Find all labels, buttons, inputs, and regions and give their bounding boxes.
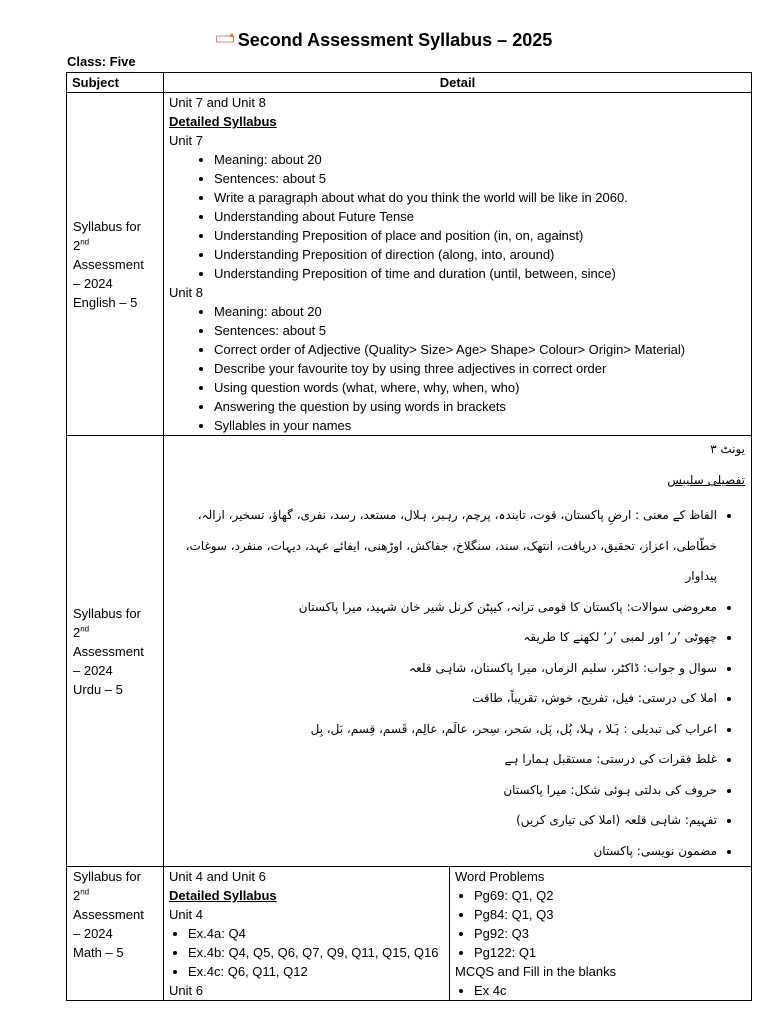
detailed-syllabus-heading: Detailed Syllabus <box>169 114 277 129</box>
detail-cell-english <box>164 93 752 436</box>
list-item: • Ex 4c <box>474 981 746 1000</box>
detail-cell-urdu <box>164 436 752 867</box>
math-left-column <box>164 867 450 1000</box>
list-item: • Ex.4c: Q6, Q11, Q12 <box>188 962 444 981</box>
subject-line: Assessment <box>73 643 144 659</box>
subject-line: – 2024 <box>73 662 113 678</box>
class-label: Class: Five <box>67 54 136 69</box>
list-item: • املا کی درستی: فیل، تفریح، خوش، تقریباً، طاقت <box>169 683 717 714</box>
subject-line: Assessment <box>73 907 144 922</box>
list-item: • Understanding about Future Tense <box>214 207 746 226</box>
table-row-math <box>67 867 752 1001</box>
list-item: • سوال و جواب: ڈاکٹر، سلیم الزماں، میرا پاکستان، شاہی قلعہ <box>169 653 717 684</box>
subject-line: Math – 5 <box>73 945 124 960</box>
detail-cell-math <box>164 867 752 1001</box>
list-item: • Pg84: Q1, Q3 <box>474 905 746 924</box>
table-row-urdu <box>67 436 752 867</box>
unit7-list <box>169 150 746 283</box>
list-item: • چھوٹی ’ر‘ اور لمبی ’ر‘ لکھنے کا طریقہ <box>169 622 717 653</box>
subject-line: 2nd <box>73 624 90 640</box>
list-item: • Ex.4b: Q4, Q5, Q6, Q7, Q9, Q11, Q15, Q16 <box>188 943 444 962</box>
subject-column-header: Subject <box>67 73 164 93</box>
unit-label: Unit 7 <box>169 133 203 148</box>
syllabus-table <box>66 72 752 1001</box>
subject-line: 2nd <box>73 237 90 253</box>
mcqs-label: MCQS and Fill in the blanks <box>455 964 617 979</box>
title-bar <box>0 30 768 51</box>
unit4-list <box>169 924 444 981</box>
list-item: • Pg69: Q1, Q2 <box>474 886 746 905</box>
subject-line: English – 5 <box>73 294 138 310</box>
list-item: • Pg92: Q3 <box>474 924 746 943</box>
list-item: • غلط فقرات کی درستی: مستقبل ہمارا ہے <box>169 744 717 775</box>
urdu-list <box>169 500 745 866</box>
table-row-english <box>67 93 752 436</box>
detailed-syllabus-heading: Detailed Syllabus <box>169 888 277 903</box>
urdu-detailed-heading: تفصیلی سلیبس <box>667 473 745 487</box>
list-item: • Ex.4a: Q4 <box>188 924 444 943</box>
list-item: • Correct order of Adjective (Quality> Size> Age> Shape> Colour> Origin> Material) <box>214 340 746 359</box>
list-item: • Understanding Preposition of time and duration (until, between, since) <box>214 264 746 283</box>
unit8-list <box>169 302 746 435</box>
subject-cell-math <box>67 867 164 1001</box>
subject-line: Syllabus for <box>73 869 141 884</box>
list-item: • حروف کی بدلتی ہوئی شکل: میرا پاکستان <box>169 775 717 806</box>
school-logo-icon <box>216 34 234 43</box>
subject-line: Syllabus for <box>73 218 141 234</box>
math-right-column <box>450 867 751 1000</box>
unit-label: Unit 8 <box>169 285 203 300</box>
table-header-row <box>67 73 752 93</box>
units-line: Unit 4 and Unit 6 <box>169 869 266 884</box>
list-item: • الفاظ کے معنی : ارضِ پاکستان، قوت، تابندہ، پرچم، رہبر، ہلال، مستعد، رسد، نفری، گھاؤ، تسخیر، ازالہ، خطّاطی، اعزاز، تحقیق، دریافت، انتھک، سند، سنگلاخ، جفاکش، اوڑھنی، ایفائے عہد، دیہات، منفرد، سوغات، پیداوار <box>169 500 717 592</box>
list-item: • Pg122: Q1 <box>474 943 746 962</box>
list-item: • Describe your favourite toy by using three adjectives in correct order <box>214 359 746 378</box>
list-item: • Meaning: about 20 <box>214 302 746 321</box>
unit-label: Unit 6 <box>169 983 203 998</box>
list-item: • Using question words (what, where, why, when, who) <box>214 378 746 397</box>
subject-line: Urdu – 5 <box>73 681 123 697</box>
list-item: • معروضی سوالات: پاکستان کا قومی ترانہ، کیپٹن کرنل شیر خان شہید، میرا پاکستان <box>169 592 717 623</box>
units-line: Unit 7 and Unit 8 <box>169 95 266 110</box>
list-item: • Sentences: about 5 <box>214 321 746 340</box>
subject-line: – 2024 <box>73 926 113 941</box>
subject-line: Assessment <box>73 256 144 272</box>
urdu-unit-label: یونٹ ۳ <box>710 442 745 456</box>
list-item: • Understanding Preposition of place and position (in, on, against) <box>214 226 746 245</box>
list-item: • Write a paragraph about what do you think the world will be like in 2060. <box>214 188 746 207</box>
list-item: • Sentences: about 5 <box>214 169 746 188</box>
mcqs-list <box>455 981 746 1000</box>
detail-column-header: Detail <box>164 73 752 93</box>
list-item: • مضمون نویسی: پاکستان <box>169 836 717 867</box>
list-item: • تفہیم: شاہی قلعہ (املا کی تیاری کریں) <box>169 805 717 836</box>
subject-cell-urdu <box>67 436 164 867</box>
list-item: • Meaning: about 20 <box>214 150 746 169</box>
list-item: • Answering the question by using words in brackets <box>214 397 746 416</box>
word-problems-list <box>455 886 746 962</box>
unit-label: Unit 4 <box>169 907 203 922</box>
subject-cell-english <box>67 93 164 436</box>
list-item: • اعراب کی تبدیلی : ہَلا ، ہِلا، پُل، پَل، سَحر، سِحر، عالَم، عالِم، قَسم، قِسم، بَل، بِل <box>169 714 717 745</box>
subject-line: 2nd <box>73 887 90 903</box>
page-title: Second Assessment Syllabus – 2025 <box>237 30 553 50</box>
list-item: • Syllables in your names <box>214 416 746 435</box>
subject-line: Syllabus for <box>73 605 141 621</box>
word-problems-label: Word Problems <box>455 869 545 884</box>
subject-line: – 2024 <box>73 275 113 291</box>
list-item: • Understanding Preposition of direction (along, into, around) <box>214 245 746 264</box>
